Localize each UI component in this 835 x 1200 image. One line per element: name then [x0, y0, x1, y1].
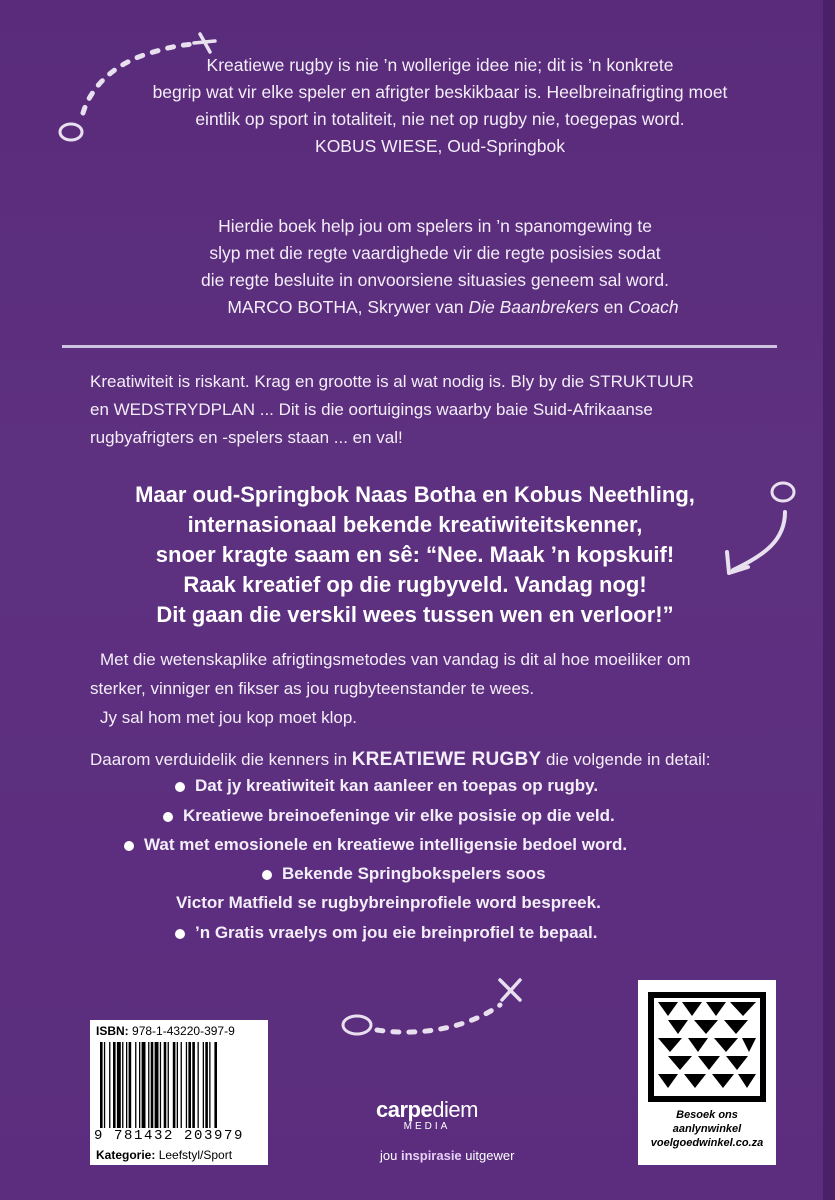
body-paragraph	[90, 645, 760, 732]
isbn-value: 978-1-43220-397-9	[132, 1024, 235, 1038]
quote-line: die regte besluite in onvoorsiene situasies geneem sal word.	[201, 270, 669, 290]
list-item-text: Wat met emosionele en kreatiewe intelligensie bedoel word.	[144, 835, 628, 854]
quote-line: eintlik op sport in totaliteit, nie net op rugby nie, toegepas word.	[195, 109, 685, 129]
shop-line: Besoek ons	[676, 1109, 738, 1121]
highlight-line: internasionaal bekende kreatiwiteitskenner,	[187, 512, 643, 537]
quote-line: Kreatiewe rugby is nie ’n wollerige idee nie; dit is ’n konkrete	[206, 55, 674, 75]
quote-line: begrip wat vir elke speler en afrigter beskikbaar is. Heelbreinafrigting moet	[152, 82, 728, 102]
list-item-text: Kreatiewe breinoefeninge vir elke posisie op die veld.	[183, 806, 615, 825]
list-item	[262, 864, 546, 884]
publisher-logo	[376, 1097, 478, 1132]
isbn-text	[96, 1024, 235, 1038]
highlight-line: Dit gaan die verskil wees tussen wen en verloor!”	[156, 602, 674, 627]
publisher-tagline	[380, 1148, 514, 1163]
intro-line: rugbyafrigters en -spelers staan ... en val!	[90, 428, 403, 447]
publisher-logo-wordmark	[376, 1097, 478, 1123]
category-text	[96, 1148, 232, 1162]
list-item	[175, 923, 597, 943]
intro-line: en WEDSTRYDPLAN ... Dit is die oortuigings waarby baie Suid-Afrikaanse	[90, 400, 653, 419]
list-item	[163, 806, 615, 826]
quote-line: slyp met die regte vaardighede vir die regte posisies sodat	[209, 243, 661, 263]
bullet-icon	[175, 782, 185, 792]
play-diagram-doodle-bottom	[335, 970, 545, 1050]
logo-part-b: diem	[432, 1097, 478, 1122]
attribution-and: en	[598, 297, 629, 317]
publisher-logo-sub: MEDIA	[403, 1121, 451, 1132]
list-item-continuation	[176, 893, 601, 913]
barcode-digits: 9 781432 203979	[94, 1128, 245, 1144]
quote-attribution	[140, 294, 730, 321]
bullet-icon	[262, 870, 272, 880]
tagline-c: uitgewer	[461, 1148, 515, 1163]
barcode	[98, 1042, 260, 1128]
highlight-line: snoer kragte saam en sê: “Nee. Maak ’n kopskuif!	[155, 542, 675, 567]
book-title-brand: KREATIEWE RUGBY	[351, 749, 542, 770]
body-line: sterker, vinniger en fikser as jou rugbyteenstander te wees.	[90, 679, 535, 698]
logo-part-a: carpe	[376, 1097, 433, 1122]
shop-text	[638, 1108, 776, 1150]
isbn-label: ISBN:	[96, 1024, 129, 1038]
intro-line: Kreatiwiteit is riskant. Krag en grootte is al wat nodig is. Bly by die STRUKTUUR	[90, 372, 694, 391]
list-item-text: Dat jy kreatiwiteit kan aanleer en toepas op rugby.	[195, 776, 599, 795]
intro-paragraph	[90, 368, 780, 452]
list-item-text: Victor Matfield se rugbybreinprofiele word bespreek.	[176, 893, 601, 912]
highlight-line: Raak kreatief op die rugbyveld. Vandag nog!	[183, 572, 647, 597]
highlight-line: Maar oud-Springbok Naas Botha en Kobus Neethling,	[135, 482, 695, 507]
divider	[62, 345, 777, 348]
quote-kobus-wiese	[110, 52, 770, 160]
isbn-box	[90, 1020, 268, 1165]
quote-line: Hierdie boek help jou om spelers in ’n spanomgewing te	[218, 216, 652, 236]
list-item	[124, 835, 627, 855]
qr-code-icon	[648, 992, 766, 1102]
list-item-text: Bekende Springbokspelers soos	[282, 864, 546, 883]
highlight-paragraph	[95, 480, 735, 630]
book-title: Die Baanbrekers	[468, 297, 599, 317]
bullet-icon	[163, 812, 173, 822]
bullet-icon	[124, 841, 134, 851]
cover-edge	[823, 0, 835, 1200]
category-value: Leefstyl/Sport	[158, 1148, 233, 1162]
tagline-a: jou	[380, 1148, 401, 1163]
book-title: Coach	[628, 297, 679, 317]
body-line: Jy sal hom met jou kop moet klop.	[100, 708, 358, 727]
lead-before: Daarom verduidelik die kenners in	[90, 750, 352, 769]
shop-url: voelgoedwinkel.co.za	[650, 1137, 764, 1149]
quote-attribution: KOBUS WIESE, Oud-Springbok	[315, 136, 565, 156]
list-item	[175, 776, 598, 796]
body-line: Met die wetenskaplike afrigtingsmetodes van vandag is dit al hoe moeiliker om	[100, 650, 691, 669]
tagline-b: inspirasie	[400, 1148, 462, 1163]
attribution-name: MARCO BOTHA, Skrywer van	[227, 297, 469, 317]
bullet-icon	[175, 929, 185, 939]
lead-after: die volgende in detail:	[541, 750, 711, 769]
lead-sentence	[90, 746, 790, 774]
online-shop-box	[638, 980, 776, 1165]
list-item-text: ’n Gratis vraelys om jou eie breinprofiel te bepaal.	[195, 923, 598, 942]
quote-marco-botha	[140, 213, 730, 321]
shop-line: aanlynwinkel	[672, 1123, 742, 1135]
category-label: Kategorie:	[96, 1148, 156, 1162]
